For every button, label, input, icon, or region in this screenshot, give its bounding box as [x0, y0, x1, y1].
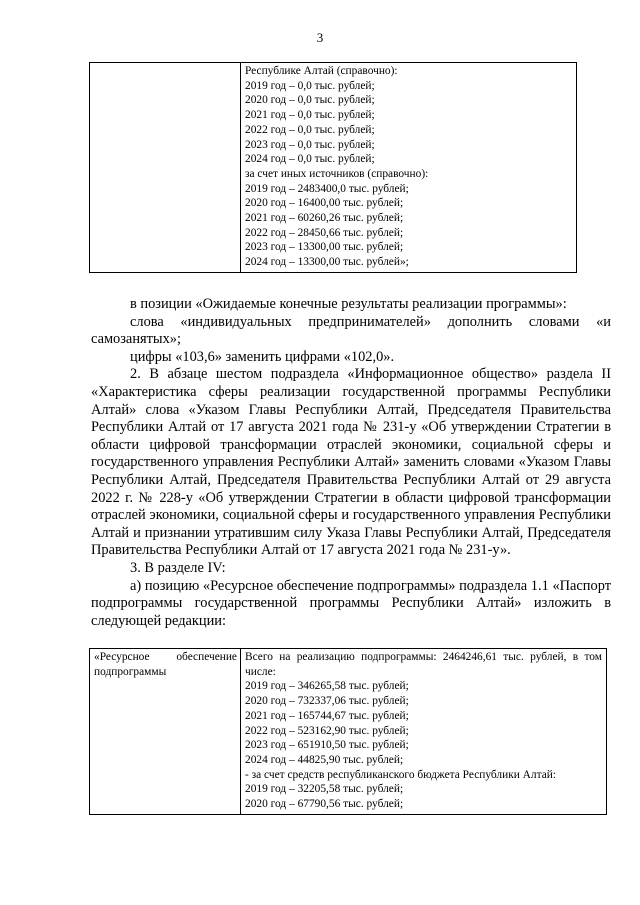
resource-label-cell — [90, 649, 241, 815]
funding-values-cell — [241, 63, 577, 273]
budget-heading: - за счет средств республиканского бюджета Республики Алтай: — [245, 768, 557, 781]
year-amount-line: 2020 год – 732337,06 тыс. рублей; — [245, 695, 409, 708]
resource-total: Всего на реализацию подпрограммы: 2464246,61 тыс. рублей, в том числе: — [245, 651, 602, 678]
funding-line: 2020 год – 0,0 тыс. рублей; — [245, 94, 375, 107]
resource-lines — [241, 649, 606, 814]
funding-line: 2020 год – 16400,00 тыс. рублей; — [245, 197, 404, 210]
resource-years-budget — [245, 782, 602, 811]
resource-label: «Ресурсное обеспечение подпрограммы — [94, 651, 237, 678]
funding-line: 2023 год – 0,0 тыс. рублей; — [245, 138, 375, 151]
funding-line: 2021 год – 60260,26 тыс. рублей; — [245, 212, 404, 225]
amendment-text — [91, 296, 611, 630]
funding-line: 2019 год – 2483400,0 тыс. рублей; — [245, 182, 409, 195]
funding-line: 2022 год – 28450,66 тыс. рублей; — [245, 226, 404, 239]
year-amount-line: 2020 год – 67790,56 тыс. рублей; — [245, 798, 404, 811]
resource-provision-table — [89, 648, 607, 815]
paragraph: 2. В абзаце шестом подраздела «Информационное общество» раздела II «Характеристика сферы реализации государственной программы Республики Алтай» слова «Указом Главы Республики Алтай, Председателя Правительства Республики Алтай от 17 августа 2021 года № 231-у «Об утверждении Стратегии в области цифровой трансформации отраслей экономики, социальной сферы и государственного управления Республики Алтай» заменить словами «Указом Главы Республики Алтай, Председателя Правительства Республики Алтай от 29 августа 2022 г. № 228-у «Об утверждении Стратегии в области цифровой трансформации отраслей экономики, социальной сферы и государственного управления Республики Алтай и признании утратившим силу Указа Главы Республики Алтай, Председателя Правительства Республики Алтай от 17 августа 2021 года № 231-у». — [91, 366, 611, 559]
resource-values-cell — [241, 649, 607, 815]
paragraph: а) позицию «Ресурсное обеспечение подпрограммы» подраздела 1.1 «Паспорт подпрограммы государственной программы Республики Алтай» изложить в следующей редакции: — [91, 577, 611, 629]
funding-lines — [241, 63, 576, 272]
funding-line: 2022 год – 0,0 тыс. рублей; — [245, 123, 375, 136]
funding-line: Республике Алтай (справочно): — [245, 65, 398, 77]
funding-line: за счет иных источников (справочно): — [245, 167, 429, 180]
page-number: 3 — [316, 30, 324, 45]
funding-table-continuation — [89, 62, 577, 273]
paragraph: в позиции «Ожидаемые конечные результаты реализации программы»: — [130, 296, 567, 312]
paragraph: 3. В разделе IV: — [130, 559, 226, 576]
year-amount-line: 2021 год – 165744,67 тыс. рублей; — [245, 709, 409, 722]
year-amount-line: 2019 год – 346265,58 тыс. рублей; — [245, 680, 409, 693]
funding-line: 2019 год – 0,0 тыс. рублей; — [245, 79, 375, 92]
empty-label-cell — [90, 63, 241, 273]
funding-line: 2024 год – 13300,00 тыс. рублей»; — [245, 256, 409, 269]
year-amount-line: 2022 год – 523162,90 тыс. рублей; — [245, 724, 409, 737]
paragraph: слова «индивидуальных предпринимателей» дополнить словами «и самозанятых»; — [91, 313, 611, 348]
funding-line: 2024 год – 0,0 тыс. рублей; — [245, 153, 375, 166]
funding-line: 2023 год – 13300,00 тыс. рублей; — [245, 241, 404, 254]
resource-years-total — [245, 679, 602, 767]
funding-line: 2021 год – 0,0 тыс. рублей; — [245, 109, 375, 122]
year-amount-line: 2024 год – 44825,90 тыс. рублей; — [245, 753, 404, 766]
year-amount-line: 2019 год – 32205,58 тыс. рублей; — [245, 783, 404, 796]
paragraph: цифры «103,6» заменить цифрами «102,0». — [130, 348, 395, 365]
year-amount-line: 2023 год – 651910,50 тыс. рублей; — [245, 739, 409, 752]
